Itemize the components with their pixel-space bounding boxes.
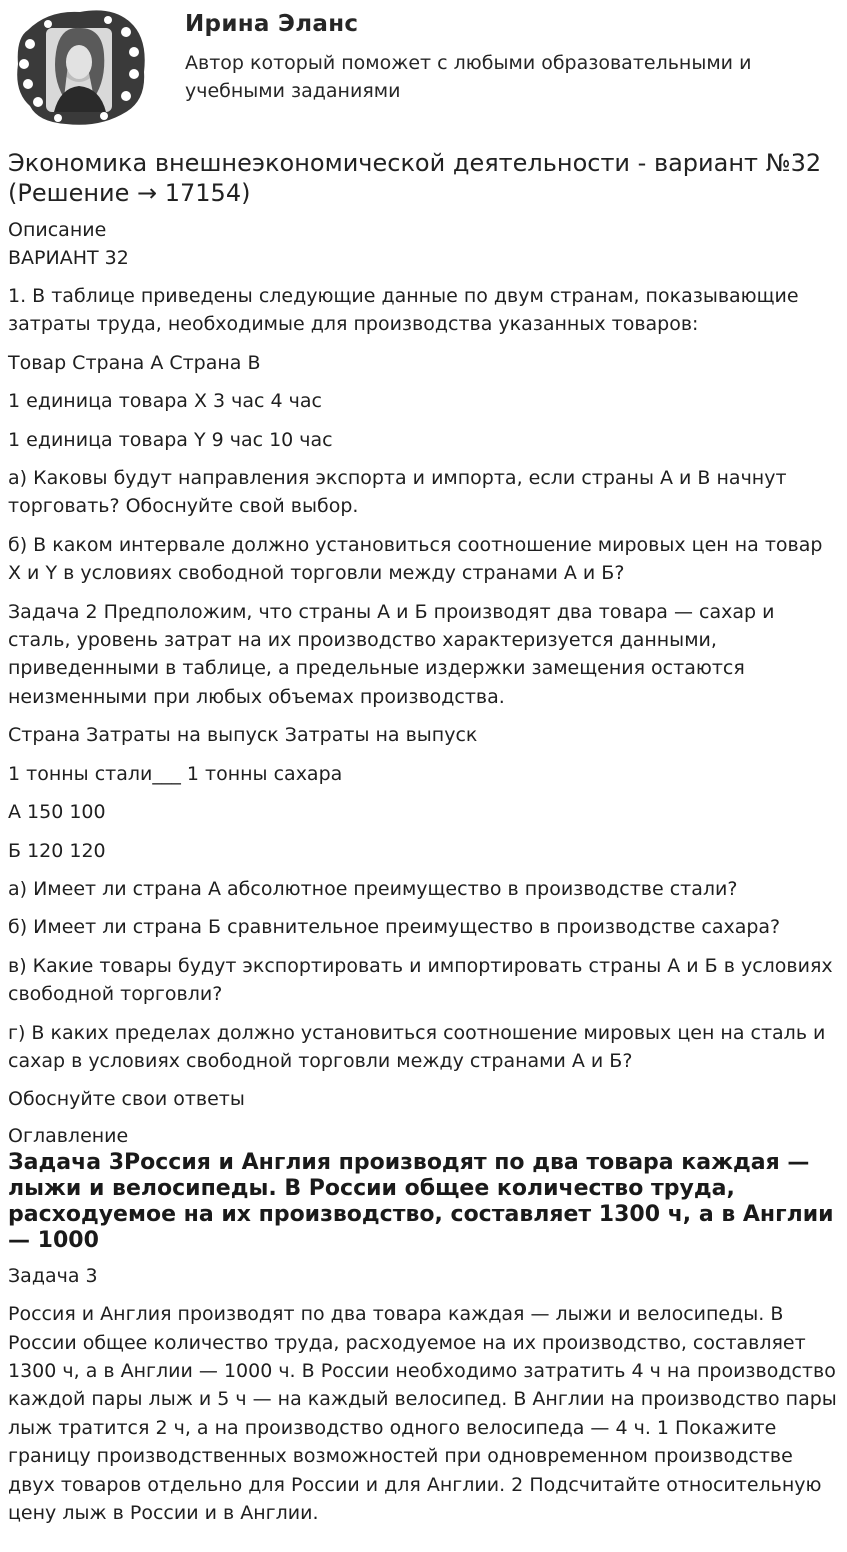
task-paragraph: А 150 100 bbox=[8, 801, 106, 824]
author-name[interactable]: Ирина Эланс bbox=[185, 11, 359, 37]
task-paragraph: Страна Затраты на выпуск Затраты на выпуск bbox=[8, 724, 478, 747]
author-description: Автор который поможет с любыми образовательными и учебными заданиями bbox=[185, 52, 752, 102]
task-paragraph: б) Имеет ли страна Б сравнительное преимущество в производстве сахара? bbox=[8, 916, 781, 939]
task-paragraph: 1 единица товара X 3 час 4 час bbox=[8, 390, 322, 413]
task-paragraph: Б 120 120 bbox=[8, 839, 106, 862]
section-body: Россия и Англия производят по два товара каждая — лыжи и велосипеды. В России общее количество труда, расходуемое на их производство, составляет 1300 ч, а в Англии — 1000 ч. В России необходимо затратить 4 ч на производство каждой пары лыж и 5 ч — на каждый велосипед. В Англии на производство пары лыж тратится 2 ч, а на производство одного велосипеда — 4 ч. 1 Покажите границу производственных возможностей при одновременном производстве двух товаров отдельно для России и для Англии. 2 Подсчитайте относительную цену лыж в России и в Англии. bbox=[8, 1303, 837, 1524]
task-paragraph: 1 единица товара Y 9 час 10 час bbox=[8, 428, 333, 451]
task-paragraph: г) В каких пределах должно установиться соотношение мировых цен на сталь и сахар в условиях свободной торговли между странами А и Б? bbox=[8, 1021, 826, 1072]
task-paragraph: а) Имеет ли страна А абсолютное преимущество в производстве стали? bbox=[8, 877, 738, 900]
task-paragraph: а) Каковы будут направления экспорта и импорта, если страны А и В начнут торговать? Обоснуйте свой выбор. bbox=[8, 467, 787, 518]
task-paragraph: Задача 2 Предположим, что страны А и Б производят два товара — сахар и сталь, уровень затрат на их производство характеризуется данными, приведенными в таблице, а предельные издержки замещения остаются неизменными при любых объемах производства. bbox=[8, 600, 775, 708]
task-paragraph: Товар Страна А Страна В bbox=[8, 351, 261, 374]
task-paragraph: б) В каком интервале должно установиться соотношение мировых цен на товар X и Y в условиях свободной торговли между странами А и Б? bbox=[8, 533, 823, 585]
document-title: Экономика внешнеэкономической деятельности - вариант №32 (Решение → 17154) bbox=[8, 149, 822, 207]
description-label: Описание bbox=[8, 219, 107, 241]
section-title: Задача 3Россия и Англия производят по два товара каждая — лыжи и велосипеды. В России общее количество труда, расходуемое на их производство, составляет 1300 ч, а в Англии — 1000 bbox=[8, 1149, 834, 1253]
section-subtitle: Задача 3 bbox=[8, 1264, 98, 1287]
author-avatar bbox=[8, 8, 150, 126]
task-paragraph: 1 тонны стали___ 1 тонны сахара bbox=[8, 762, 343, 785]
task-paragraph: в) Какие товары будут экспортировать и импортировать страны А и Б в условиях свободной торговли? bbox=[8, 954, 833, 1006]
toc-label: Оглавление bbox=[8, 1124, 129, 1147]
task-paragraph: 1. В таблице приведены следующие данные по двум странам, показывающие затраты труда, необходимые для производства указанных товаров: bbox=[8, 285, 799, 336]
document-content bbox=[8, 148, 840, 1537]
task-paragraph: Обоснуйте свои ответы bbox=[8, 1088, 245, 1111]
variant-label: ВАРИАНТ 32 bbox=[8, 247, 129, 269]
author-card bbox=[0, 0, 847, 130]
